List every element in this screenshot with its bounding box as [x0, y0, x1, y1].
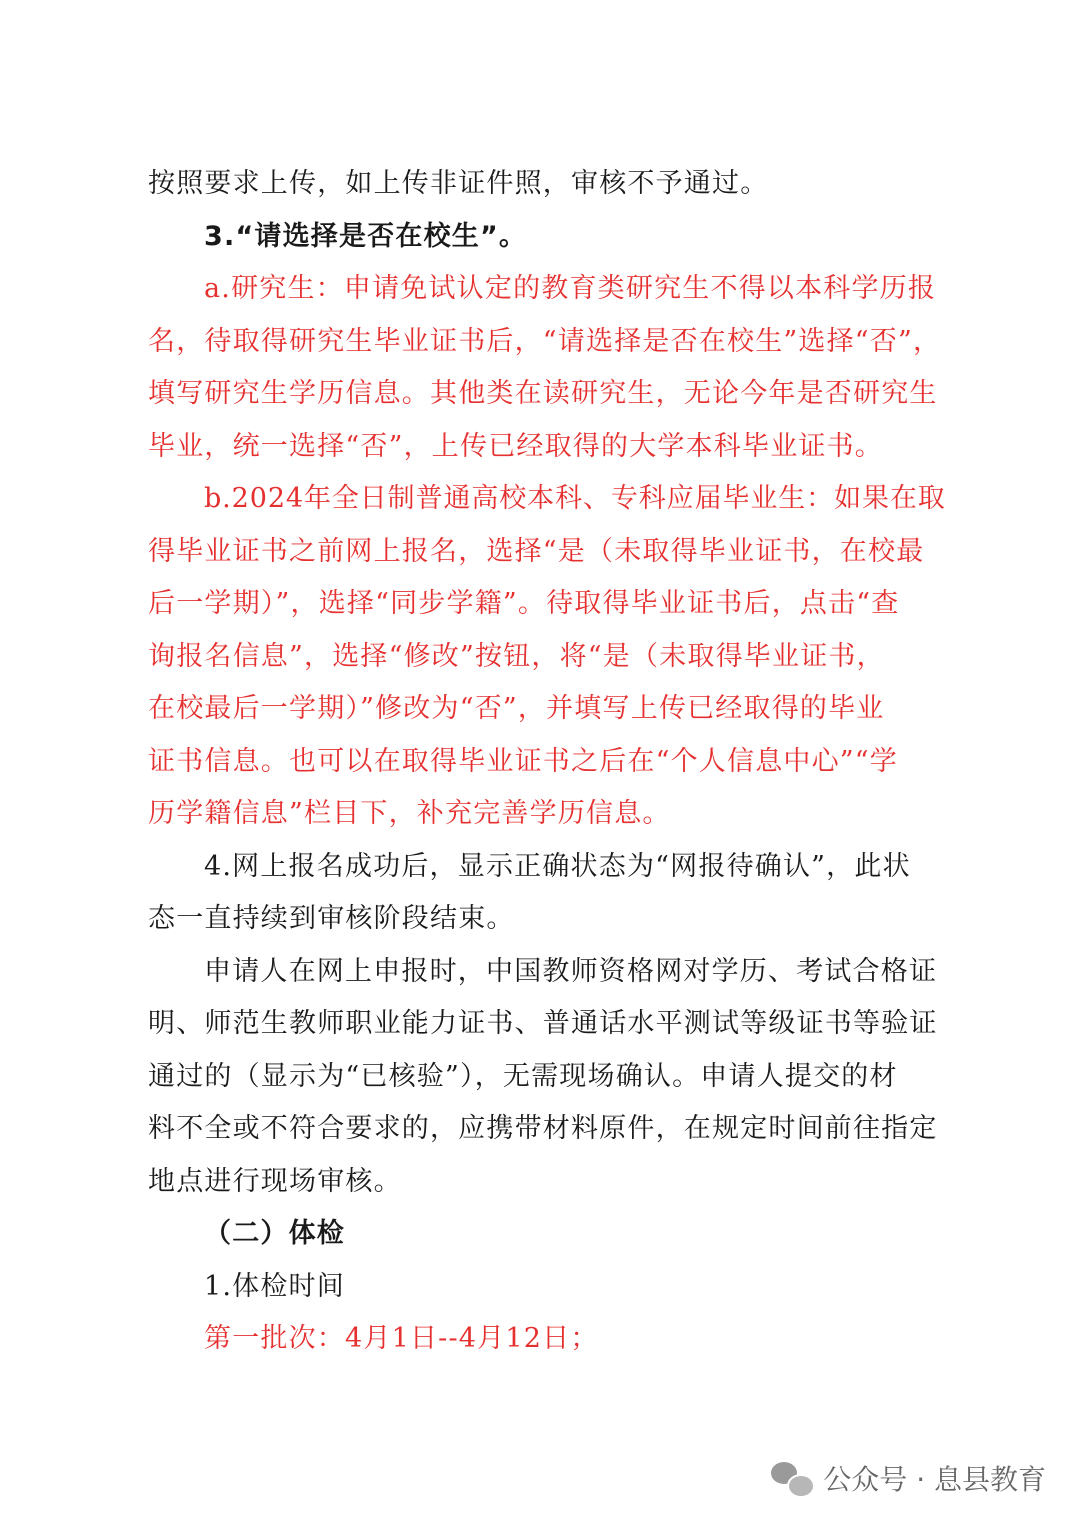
text-line: b.2024年全日制普通高校本科、专科应届毕业生：如果在取: [204, 483, 946, 514]
text-line: 历学籍信息”栏目下，补充完善学历信息。: [148, 798, 671, 829]
text-line: 料不全或不符合要求的，应携带材料原件，在规定时间前往指定: [148, 1113, 938, 1144]
text-line: 3.“请选择是否在校生”。: [204, 220, 528, 252]
text-line: 申请人在网上申报时，中国教师资格网对学历、考试合格证: [204, 955, 938, 987]
text-line: 通过的（显示为“已核验”），无需现场确认。申请人提交的材: [148, 1060, 898, 1092]
text-line: 证书信息。也可以在取得毕业证书之后在“个人信息中心”“学: [148, 745, 899, 777]
wechat-icon: [771, 1460, 813, 1496]
text-line: 明、师范生教师职业能力证书、普通话水平测试等级证书等验证: [148, 1008, 938, 1039]
text-line: 名，待取得研究生毕业证书后，“请选择是否在校生”选择“否”，: [148, 325, 942, 357]
text-line: 毕业，统一选择“否”，上传已经取得的大学本科毕业证书。: [148, 430, 884, 462]
text-line: 在校最后一学期）”修改为“否”，并填写上传已经取得的毕业: [148, 693, 885, 724]
text-line: a.研究生：申请免试认定的教育类研究生不得以本科学历报: [204, 273, 937, 304]
text-line: 按照要求上传，如上传非证件照，审核不予通过。: [148, 168, 769, 199]
text-line: 态一直持续到审核阶段结束。: [148, 903, 515, 934]
watermark-text: 公众号 · 息县教育: [823, 1463, 1046, 1496]
text-line: （二）体检: [204, 1218, 345, 1249]
document-body: [148, 158, 948, 1366]
text-line: 1.体检时间: [204, 1270, 345, 1302]
text-line: 填写研究生学历信息。其他类在读研究生，无论今年是否研究生: [148, 378, 938, 409]
text-line: 地点进行现场审核。: [148, 1165, 402, 1197]
watermark: [771, 1458, 1046, 1498]
text-line: 后一学期）”，选择“同步学籍”。待取得毕业证书后，点击“查: [148, 588, 900, 619]
text-line: 第一批次：4月1日--4月12日；: [204, 1323, 599, 1354]
text-line: 询报名信息”，选择“修改”按钮，将“是（未取得毕业证书，: [148, 640, 885, 672]
text-line: 4.网上报名成功后，显示正确状态为“网报待确认”，此状: [204, 850, 911, 882]
text-line: 得毕业证书之前网上报名，选择“是（未取得毕业证书，在校最: [148, 535, 925, 567]
